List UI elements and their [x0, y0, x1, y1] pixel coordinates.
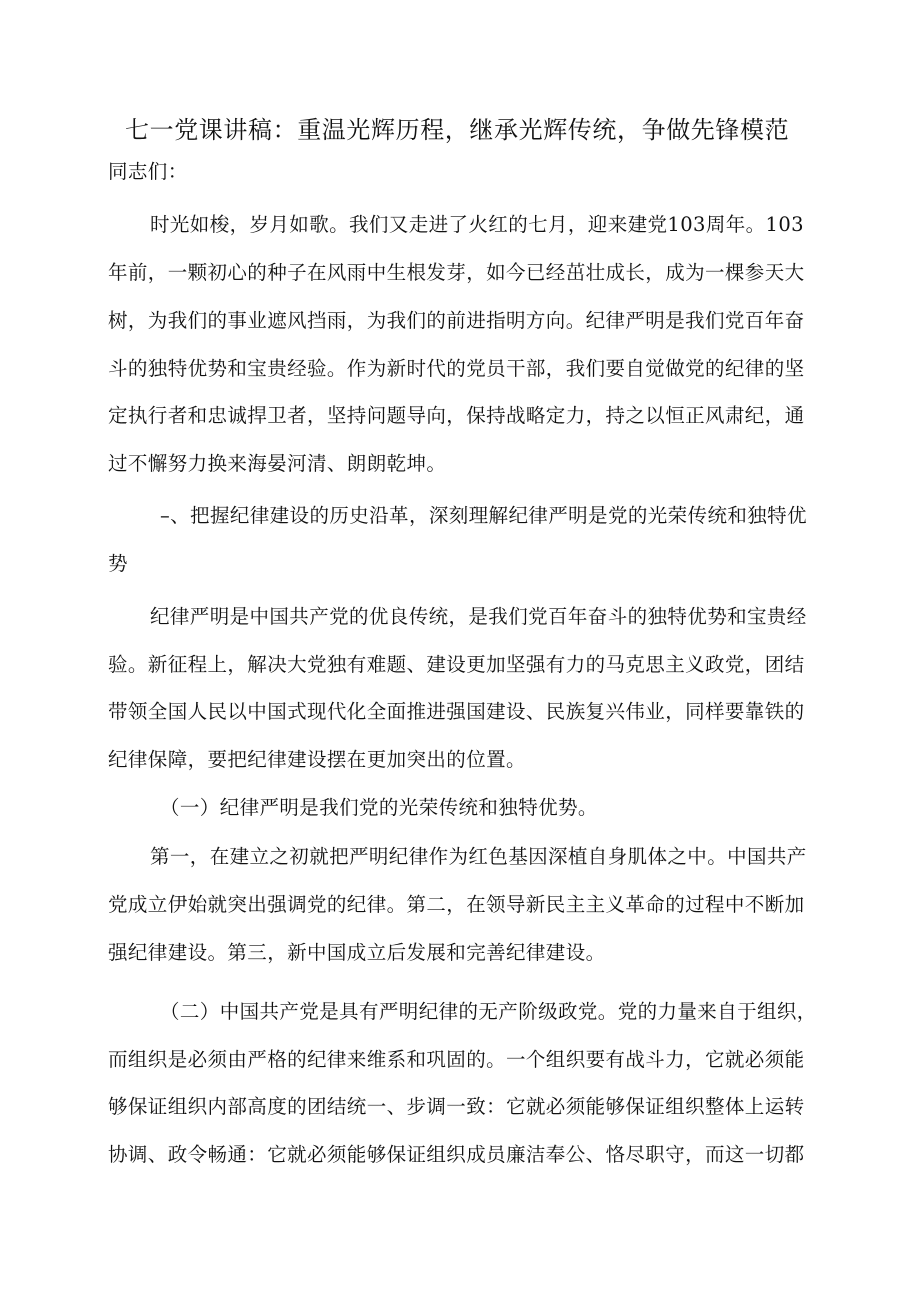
body-line: 过不懈努力换来海晏河清、朗朗乾坤。 [108, 452, 447, 475]
body-line: 验。新征程上，解决大党独有难题、建设更加坚强有力的马克思主义政党，团结 [108, 653, 805, 676]
body-line: 树，为我们的事业遮风挡雨，为我们的前进指明方向。纪律严明是我们党百年奋 [108, 309, 805, 332]
body-line: 而组织是必须由严格的纪律来维系和巩固的。一个组织要有战斗力，它就必须能 [108, 1048, 805, 1071]
salutation: 同志们： [108, 160, 188, 183]
body-line: 强纪律建设。第三，新中国成立后发展和完善纪律建设。 [108, 941, 606, 964]
body-line: 党成立伊始就突出强调党的纪律。第二，在领导新民主主义革命的过程中不断加 [108, 893, 805, 916]
body-line: 够保证组织内部高度的团结统一、步调一致：它就必须能够保证组织整体上运转 [108, 1095, 805, 1118]
document-title: 七一党课讲稿：重温光辉历程，继承光辉传统，争做先锋模范 [125, 116, 790, 144]
body-line: 第一，在建立之初就把严明纪律作为红色基因深植自身肌体之中。中国共产 [150, 845, 807, 868]
section-heading-line: 势 [108, 552, 128, 575]
body-line: 斗的独特优势和宝贵经验。作为新时代的党员干部，我们要自觉做党的纪律的坚 [108, 357, 805, 380]
body-line: 协调、政令畅通：它就必须能够保证组织成员廉洁奉公、恪尽职守，而这一切都 [108, 1143, 805, 1166]
body-line: 时光如梭，岁月如歌。我们又走进了火红的七月，迎来建党103周年。103 [150, 213, 804, 236]
body-line: 年前，一颗初心的种子在风雨中生根发芽，如今已经茁壮成长，成为一棵参天大 [108, 261, 805, 284]
body-line: 定执行者和忠诚捍卫者，坚持问题导向，保持战略定力，持之以恒正风肃纪，通 [108, 404, 805, 427]
subsection-heading: （二）中国共产党是具有严明纪律的无产阶级政党。党的力量来自于组织， [160, 1000, 817, 1023]
section-heading-line: –、把握纪律建设的历史沿革，深刻理解纪律严明是党的光荣传统和独特优 [160, 504, 807, 527]
body-line: 纪律严明是中国共产党的优良传统，是我们党百年奋斗的独特优势和宝贵经 [150, 605, 807, 628]
subsection-heading: （一）纪律严明是我们党的光荣传统和独特优势。 [160, 796, 598, 819]
body-line: 纪律保障，要把纪律建设摆在更加突出的位置。 [108, 748, 526, 771]
body-line: 带领全国人民以中国式现代化全面推进强国建设、民族复兴伟业，同样要靠铁的 [108, 700, 805, 723]
